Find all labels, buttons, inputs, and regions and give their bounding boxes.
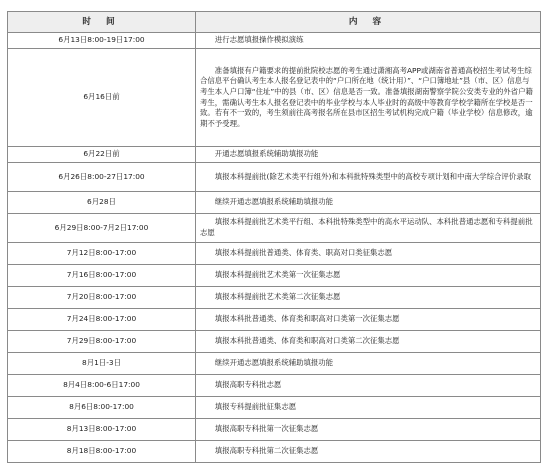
- row-content: 填报本科批普通类、体育类和职高对口类第一次征集志愿: [196, 309, 541, 331]
- table-row: [8, 309, 541, 331]
- row-content: 准备填报有户籍要求的提前批院校志愿的考生通过潇湘高考APP或湖南省普通高校招生考试考生综合信息平台确认考生本人报名登记表中的“户口所在地（统计用）”、“户口簿地址”县（市、区）信息与考生本人户口簿“住址”中的县（市、区）信息是否一致。准备填报湖南警察学院公安类专业的外省户籍考生，需确认考生本人报名登记表中的毕业学校与本人毕业时的高级中等教育学校学籍所在学校是否一致。若有不一致的，考生须前往高考报名所在县市区招生考试机构完成户籍（毕业学校）信息修改，逾期不予受理。: [196, 49, 541, 147]
- table-row: [8, 265, 541, 287]
- row-time: 8月1日-3日: [8, 353, 196, 375]
- row-content: 填报本科批普通类、体育类和职高对口类第二次征集志愿: [196, 331, 541, 353]
- row-time: 8月4日8:00-6日17:00: [8, 375, 196, 397]
- table-row: [8, 163, 541, 192]
- row-time: 6月26日8:00-27日17:00: [8, 163, 196, 192]
- row-content: 填报本科提前批艺术类第二次征集志愿: [196, 287, 541, 309]
- row-time: 7月16日8:00-17:00: [8, 265, 196, 287]
- row-content: 继续开通志愿填报系统辅助填报功能: [196, 192, 541, 214]
- row-content: 填报高职专科批第一次征集志愿: [196, 419, 541, 441]
- table-row: [8, 243, 541, 265]
- row-time: 8月13日8:00-17:00: [8, 419, 196, 441]
- row-time: 6月29日8:00-7月2日17:00: [8, 214, 196, 243]
- row-content: 填报本科提前批艺术类平行组、本科批特殊类型中的高水平运动队、本科批普通志愿和专科提前批志愿: [196, 214, 541, 243]
- row-content: 填报本科提前批普通类、体育类、职高对口类征集志愿: [196, 243, 541, 265]
- header-content: 内 容: [196, 12, 541, 33]
- row-time: 6月22日前: [8, 147, 196, 163]
- row-content: 继续开通志愿填报系统辅助填报功能: [196, 353, 541, 375]
- table-row: [8, 353, 541, 375]
- table-row: [8, 147, 541, 163]
- row-time: 8月6日8:00-17:00: [8, 397, 196, 419]
- row-content: 填报本科提前批(除艺术类平行组外)和本科批特殊类型中的高校专项计划和中南大学综合评价录取: [196, 163, 541, 192]
- row-content: 填报高职专科批第二次征集志愿: [196, 441, 541, 463]
- table-row: [8, 287, 541, 309]
- row-time: 7月12日8:00-17:00: [8, 243, 196, 265]
- row-time: 7月24日8:00-17:00: [8, 309, 196, 331]
- table-row: [8, 331, 541, 353]
- table-row: [8, 192, 541, 214]
- row-time: 7月29日8:00-17:00: [8, 331, 196, 353]
- schedule-table: [7, 11, 541, 463]
- table-row: [8, 397, 541, 419]
- table-row: [8, 49, 541, 147]
- row-content: 进行志愿填报操作模拟演练: [196, 33, 541, 49]
- row-time: 6月13日8:00-19日17:00: [8, 33, 196, 49]
- row-time: 7月20日8:00-17:00: [8, 287, 196, 309]
- row-time: 8月18日8:00-17:00: [8, 441, 196, 463]
- table-row: [8, 441, 541, 463]
- table-row: [8, 375, 541, 397]
- row-content: 填报高职专科批志愿: [196, 375, 541, 397]
- row-content: 填报本科提前批艺术类第一次征集志愿: [196, 265, 541, 287]
- row-time: 6月28日: [8, 192, 196, 214]
- row-content: 开通志愿填报系统辅助填报功能: [196, 147, 541, 163]
- header-time: 时 间: [8, 12, 196, 33]
- row-content: 填报专科提前批征集志愿: [196, 397, 541, 419]
- table-row: [8, 33, 541, 49]
- row-time: 6月16日前: [8, 49, 196, 147]
- table-header-row: [8, 12, 541, 33]
- table-row: [8, 419, 541, 441]
- table-row: [8, 214, 541, 243]
